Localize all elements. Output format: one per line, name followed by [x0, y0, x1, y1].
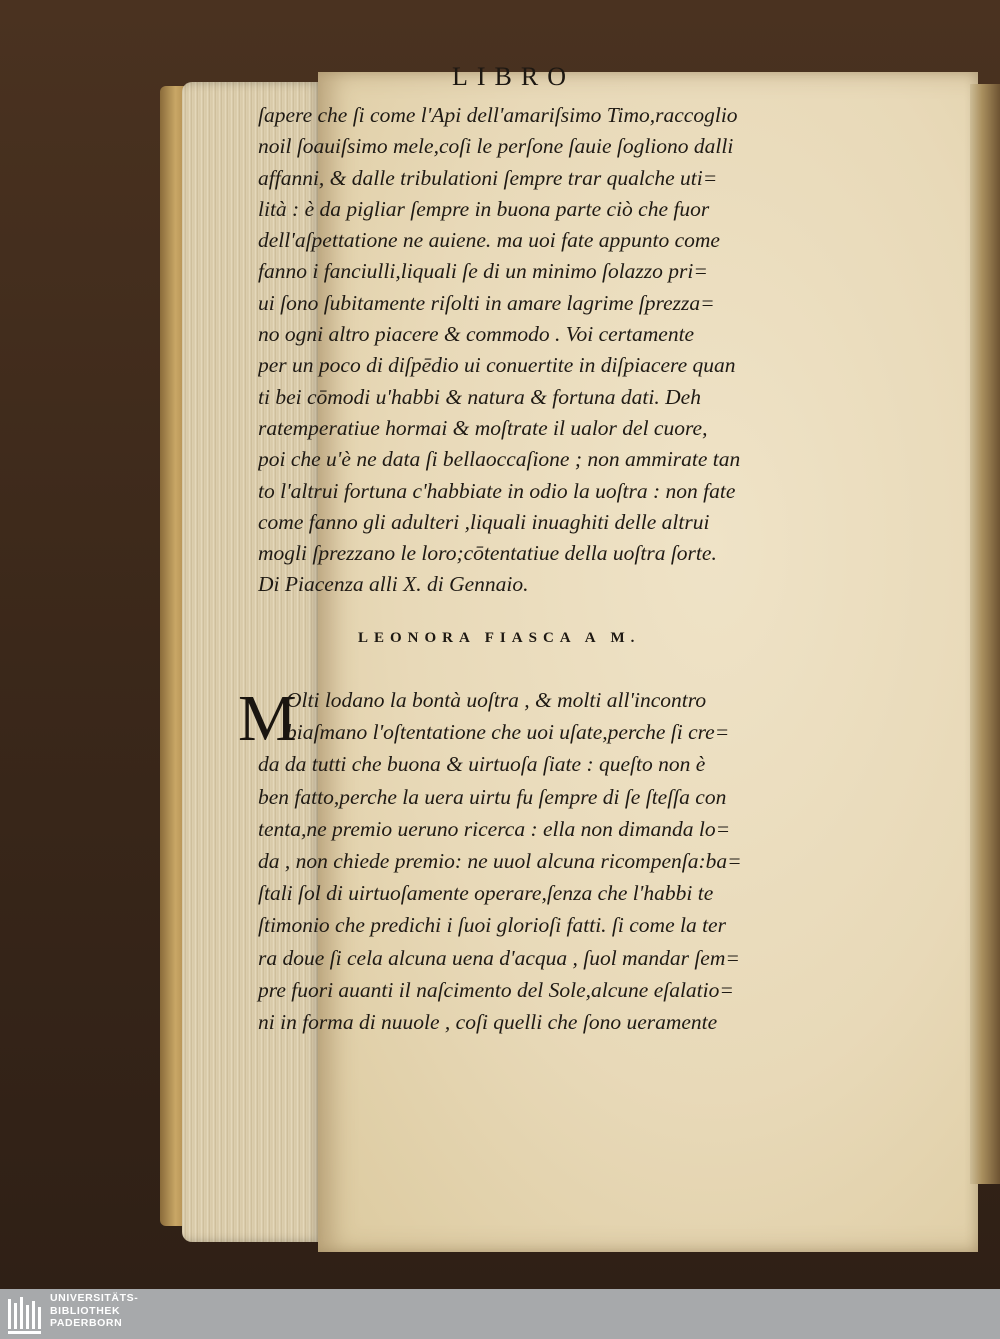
text-line: per un poco di diſpēdio ui conuertite in diſpiacere quan [258, 353, 736, 378]
text-line: Di Piacenza alli X. di Gennaio. [258, 572, 529, 597]
text-line: mogli ſprezzano le loro;cōtentatiue della uoſtra ſorte. [258, 541, 717, 566]
text-line: Olti lodano la bontà uoſtra , & molti all'incontro [286, 688, 707, 712]
text-line: to l'altrui fortuna c'habbiate in odio la uoſtra : non fate [258, 478, 736, 503]
running-header: LIBRO [452, 62, 575, 91]
text-line: biaſmano l'oſtentatione che uoi uſate,perche ſi cre= [286, 720, 730, 745]
text-line: no ogni altro piacere & commodo . Voi certamente [258, 322, 695, 347]
library-name-line: BIBLIOTHEK [50, 1304, 121, 1317]
library-name [50, 1292, 138, 1330]
letter-heading: LEONORA FIASCA A M. [358, 630, 641, 646]
text-line: ni in forma di nuuole , coſi quelli che ſono ueramente [258, 1010, 718, 1035]
library-name-line: UNIVERSITÄTS- [50, 1292, 139, 1304]
text-line: ra doue ſi cela alcuna uena d'acqua , ſuol mandar ſem= [258, 945, 740, 970]
library-name-line: PADERBORN [50, 1317, 123, 1329]
library-footer [0, 1289, 1000, 1339]
text-line: da , non chiede premio: ne uuol alcuna ricompenſa:ba= [258, 849, 742, 874]
text-line: ben fatto,perche la uera uirtu fu ſempre di ſe ſteſſa con [258, 784, 727, 809]
text-line: noil ſoauiſsimo mele,coſi le perſone ſauie ſogliono dalli [258, 134, 734, 159]
text-line: dell'aſpettatione ne auiene. ma uoi fate appunto come [258, 228, 720, 253]
text-line: da da tutti che buona & uirtuoſa ſiate : queſto non è [258, 752, 706, 777]
text-line: ratemperatiue hormai & moſtrate il ualor del cuore, [258, 415, 708, 440]
text-line: affanni, & dalle tribulationi ſempre trar qualche uti= [258, 165, 718, 190]
text-line: ti bei cōmodi u'habbi & natura & fortuna dati. Deh [258, 384, 701, 409]
text-line: fanno i fanciulli,liquali ſe di un minimo ſolazzo pri= [258, 259, 708, 284]
text-line: ſtimonio che predichi i ſuoi glorioſi fatti. ſi come la ter [258, 913, 726, 938]
letter-text [238, 684, 818, 1038]
text-line: tenta,ne premio ueruno ricerca : ella non dimanda lo= [258, 816, 731, 841]
page-gutter [970, 84, 1000, 1184]
text-line: ſapere che ſi come l'Api dell'amariſsimo Timo,raccoglio [258, 103, 738, 127]
text-line: come fanno gli adulteri ,liquali inuaghiti delle altrui [258, 509, 710, 534]
text-line: ſtali ſol di uirtuoſamente operare,ſenza che l'habbi te [258, 881, 714, 906]
drop-cap: M [238, 682, 297, 755]
body-text [258, 100, 818, 601]
text-line: pre fuori auanti il naſcimento del Sole,alcune eſalatio= [258, 977, 734, 1002]
text-line: lità : è da pigliar ſempre in buona parte ciò che fuor [258, 196, 710, 221]
university-logo-icon [6, 1293, 44, 1335]
text-line: ui ſono ſubitamente riſolti in amare lagrime ſprezza= [258, 290, 715, 315]
text-line: poi che u'è ne data ſi bellaoccaſione ; non ammirate tan [258, 447, 741, 472]
